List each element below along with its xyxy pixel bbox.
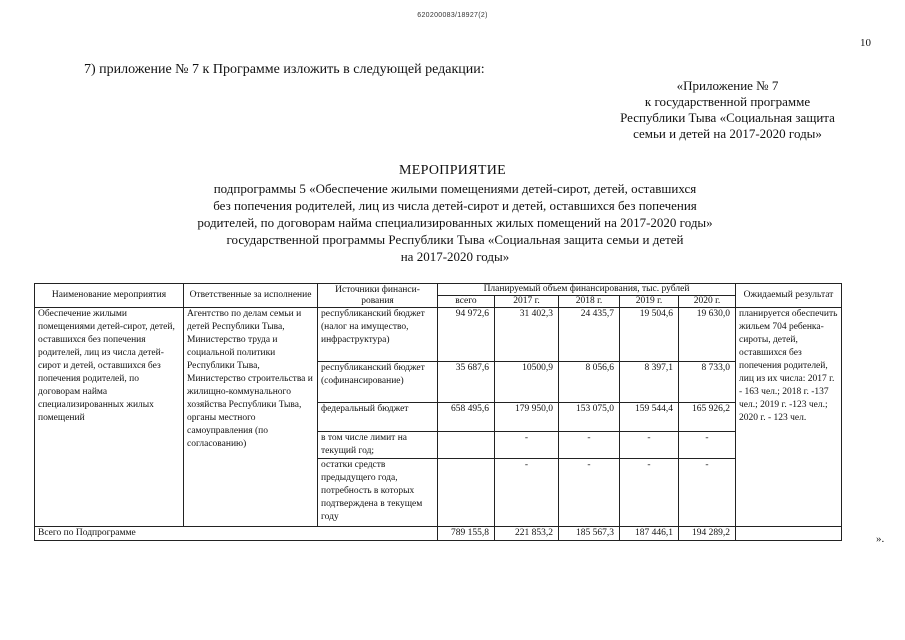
total-row-label: Всего по Подпрограмме <box>35 527 438 541</box>
year-2017-cell: 10500,9 <box>495 362 559 403</box>
header-sources: Источники финанси-рования <box>318 284 438 308</box>
document-title: МЕРОПРИЯТИЕ <box>399 163 506 178</box>
year-2019-cell: - <box>620 459 679 527</box>
subtitle-line: государственной программы Республики Тыва «Социальная защита семьи и детей <box>226 232 684 247</box>
year-2018-cell: - <box>559 432 620 459</box>
year-2017-cell: - <box>495 432 559 459</box>
financing-table <box>34 283 842 541</box>
header-2019: 2019 г. <box>620 296 679 308</box>
total-cell: 658 495,6 <box>438 403 495 432</box>
year-2019-cell: 19 504,6 <box>620 308 679 362</box>
year-2020-cell: - <box>679 432 736 459</box>
total-cell: 35 687,6 <box>438 362 495 403</box>
appendix-line: «Приложение № 7 <box>676 78 779 93</box>
subtitle-line: без попечения родителей, лиц из числа детей-сирот и детей, оставшихся без попечения <box>213 198 697 213</box>
subtitle-line: родителей, по договорам найма специализированных жилых помещений на 2017-2020 годы» <box>197 215 713 230</box>
expected-result-cell: планируется обеспечить жильем 704 ребенка-сироты, детей, оставшихся без попечения родителей, лиц из их числа: 2017 г. - 163 чел.; 2018 г. -137 чел.; 2019 г. -123 чел.; 2020 г. - 123 чел. <box>736 308 842 527</box>
year-2018-cell: 8 056,6 <box>559 362 620 403</box>
source-cell: республиканский бюджет (налог на имущество, инфраструктура) <box>318 308 438 362</box>
year-2020-cell: 8 733,0 <box>679 362 736 403</box>
total-row-result <box>736 527 842 541</box>
year-2019-cell: - <box>620 432 679 459</box>
appendix-line: Республики Тыва «Социальная защита <box>620 110 835 125</box>
appendix-line: к государственной программе <box>644 94 811 109</box>
subtitle-line: на 2017-2020 годы» <box>400 249 510 264</box>
closing-quote-mark: ». <box>876 533 885 545</box>
total-cell <box>438 459 495 527</box>
year-2017-cell: 179 950,0 <box>495 403 559 432</box>
header-total: всего <box>438 296 495 308</box>
header-expected-result: Ожидаемый результат <box>736 284 842 308</box>
header-name: Наименование мероприятия <box>35 284 184 308</box>
appendix-line: семьи и детей на 2017-2020 годы» <box>633 126 822 141</box>
total-row-2018: 185 567,3 <box>559 527 620 541</box>
source-cell: федеральный бюджет <box>318 403 438 432</box>
activity-name-cell: Обеспечение жилыми помещениями детей-сирот, детей, оставшихся без попечения родителей, лиц из числа детей-сирот и детей, оставшихся без попечения родителей, по договорам найма специализированных жилых помещений <box>35 308 184 527</box>
intro-line: 7) приложение № 7 к Программе изложить в следующей редакции: <box>84 62 485 77</box>
table-row <box>35 308 842 362</box>
subtitle-line: подпрограммы 5 «Обеспечение жилыми помещениями детей-сирот, детей, оставшихся <box>213 181 697 196</box>
year-2018-cell: 24 435,7 <box>559 308 620 362</box>
total-cell: 94 972,6 <box>438 308 495 362</box>
header-2018: 2018 г. <box>559 296 620 308</box>
year-2019-cell: 8 397,1 <box>620 362 679 403</box>
year-2020-cell: - <box>679 459 736 527</box>
total-row-total: 789 155,8 <box>438 527 495 541</box>
table-header-row <box>35 284 842 296</box>
total-row <box>35 527 842 541</box>
responsible-cell: Агентство по делам семьи и детей Республики Тыва, Министерство труда и социальной политики Республики Тыва, Министерство строительства и жилищно-коммунального хозяйства Республики Тыва, органы местного самоуправления (по согласованию) <box>184 308 318 527</box>
total-row-2020: 194 289,2 <box>679 527 736 541</box>
header-planned-financing: Планируемый объем финансирования, тыс. рублей <box>438 284 736 296</box>
total-cell <box>438 432 495 459</box>
year-2017-cell: - <box>495 459 559 527</box>
year-2020-cell: 19 630,0 <box>679 308 736 362</box>
year-2020-cell: 165 926,2 <box>679 403 736 432</box>
year-2018-cell: 153 075,0 <box>559 403 620 432</box>
total-row-2017: 221 853,2 <box>495 527 559 541</box>
header-2020: 2020 г. <box>679 296 736 308</box>
source-cell: республиканский бюджет (софинансирование) <box>318 362 438 403</box>
total-row-2019: 187 446,1 <box>620 527 679 541</box>
year-2019-cell: 159 544,4 <box>620 403 679 432</box>
source-cell: в том числе лимит на текущий год; <box>318 432 438 459</box>
header-responsible: Ответственные за исполнение <box>184 284 318 308</box>
year-2017-cell: 31 402,3 <box>495 308 559 362</box>
appendix-heading <box>560 78 895 142</box>
source-cell: остатки средств предыдущего года, потребность в которых подтверждена в текущем году <box>318 459 438 527</box>
document-id: 620200083/18927(2) <box>417 12 488 19</box>
page-number: 10 <box>860 37 871 49</box>
header-2017: 2017 г. <box>495 296 559 308</box>
document-subtitle <box>120 180 790 265</box>
year-2018-cell: - <box>559 459 620 527</box>
